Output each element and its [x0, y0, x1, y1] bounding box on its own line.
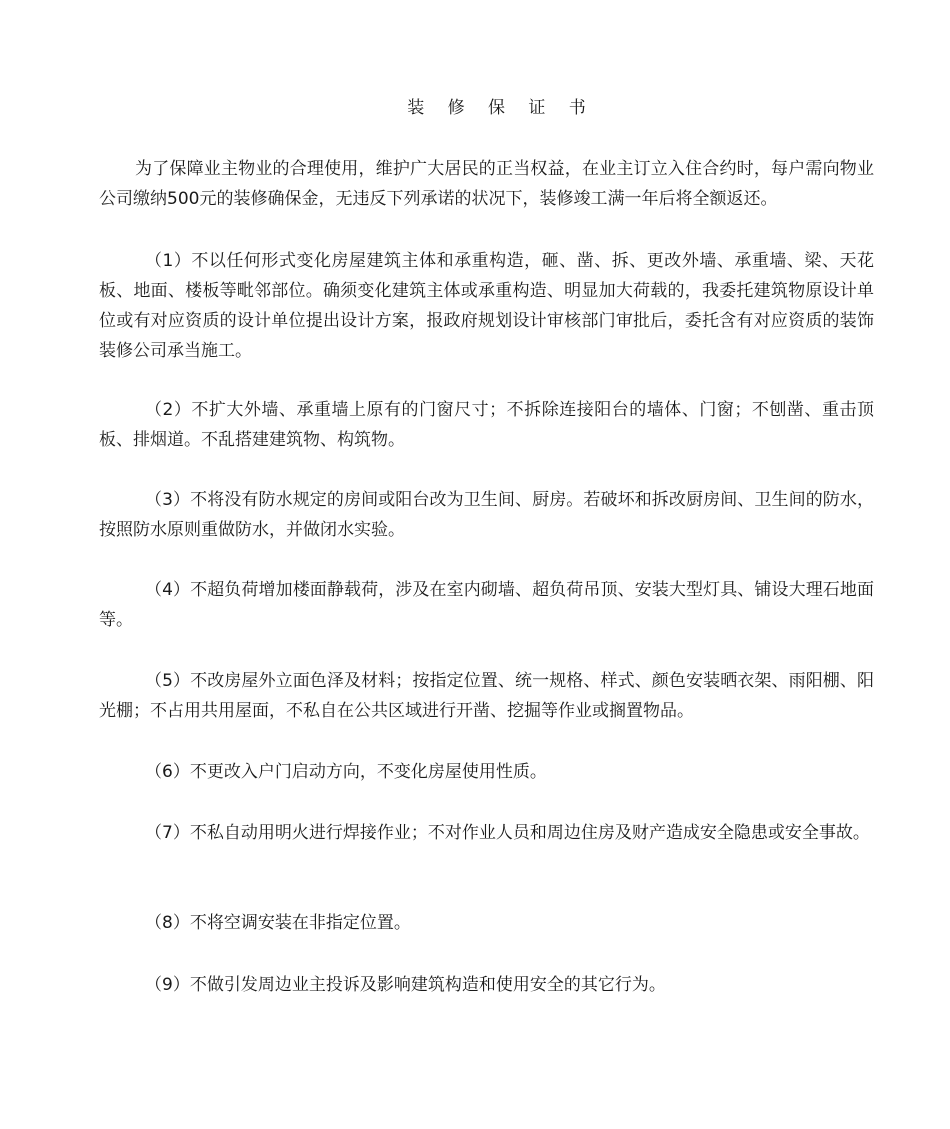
- clause-4: （4）不超负荷增加楼面静载荷，涉及在室内砌墙、超负荷吊顶、安装大型灯具、铺设大理石地面等。: [99, 580, 874, 630]
- clause-1: （1）不以任何形式变化房屋建筑主体和承重构造，砸、凿、拆、更改外墙、承重墙、梁、天花板、地面、楼板等毗邻部位。确须变化建筑主体或承重构造、明显加大荷载的，我委托建筑物原设计单位或有对应资质的设计单位提出设计方案，报政府规划设计审核部门审批后，委托含有对应资质的装饰装修公司承当施工。: [99, 251, 874, 361]
- clause-6: （6）不更改入户门启动方向，不变化房屋使用性质。: [145, 762, 547, 782]
- clause-9: （9）不做引发周边业主投诉及影响建筑构造和使用安全的其它行为。: [145, 975, 666, 995]
- clause-3: （3）不将没有防水规定的房间或阳台改为卫生间、厨房。若破坏和拆改厨房间、卫生间的防水，按照防水原则重做防水，并做闭水实验。: [99, 490, 874, 540]
- intro-paragraph: 为了保障业主物业的合理使用，维护广大居民的正当权益，在业主订立入住合约时，每户需向物业公司缴纳500元的装修确保金，无违反下列承诺的状况下，装修竣工满一年后将全额返还。: [99, 159, 874, 209]
- document-title: 装 修 保 证 书: [407, 98, 595, 118]
- clause-8: （8）不将空调安装在非指定位置。: [145, 913, 411, 933]
- clause-5: （5）不改房屋外立面色泽及材料；按指定位置、统一规格、样式、颜色安装晒衣架、雨阳棚、阳光棚；不占用共用屋面，不私自在公共区域进行开凿、挖掘等作业或搁置物品。: [99, 671, 874, 721]
- clause-7: （7）不私自动用明火进行焊接作业；不对作业人员和周边住房及财产造成安全隐患或安全事故。: [145, 823, 870, 843]
- clause-2: （2）不扩大外墙、承重墙上原有的门窗尺寸；不拆除连接阳台的墙体、门窗；不刨凿、重击顶板、排烟道。不乱搭建建筑物、构筑物。: [99, 400, 874, 450]
